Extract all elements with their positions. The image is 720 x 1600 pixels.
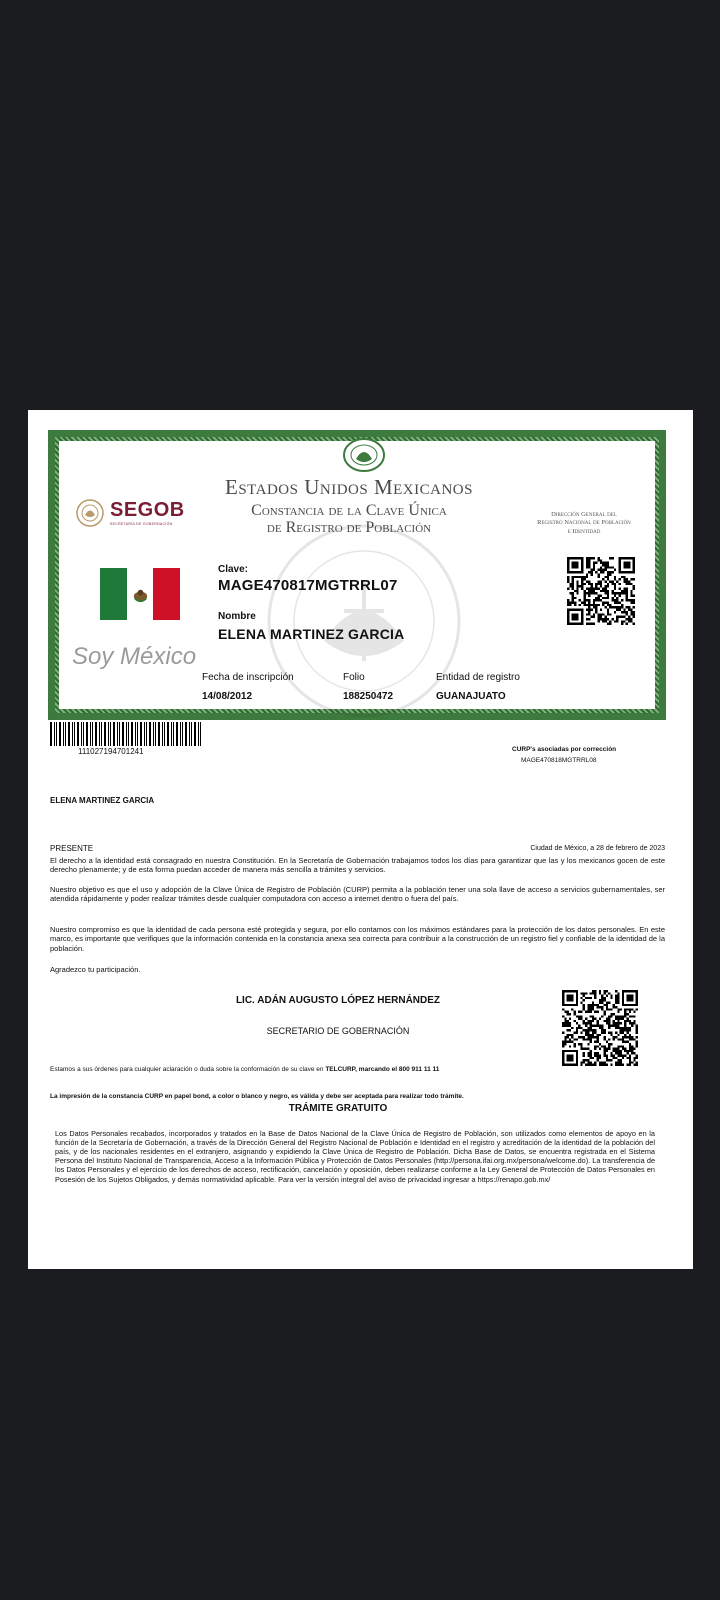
thanks: Agradezco tu participación. (50, 965, 141, 974)
dgr-line-1: Dirección General del (551, 511, 617, 518)
title-line-1: Estados Unidos Mexicanos (225, 475, 473, 499)
segob-wordmark: SEGOB (110, 499, 185, 521)
clave-value: MAGE470817MGTRRL07 (218, 577, 398, 594)
paragraph-3: Nuestro compromiso es que la identidad de cada persona esté protegida y segura, por ello contamos con los máximos estándares para la protección de los datos personales. En este marco, es importante que verifiques que la información contenida en la constancia anexa sea correcta para contribuir a la construcción de un registro fiel y confiable de la identidad de la población. (50, 925, 665, 953)
curp-associated-label: CURP's asociadas por corrección (512, 746, 617, 753)
entidad-value: GUANAJUATO (436, 691, 506, 702)
tramite-gratuito: TRÁMITE GRATUITO (288, 1103, 388, 1114)
contact-line (50, 1066, 665, 1074)
card-qr-code-icon (567, 557, 635, 625)
nombre-value: ELENA MARTINEZ GARCIA (218, 626, 405, 642)
entidad-label: Entidad de registro (436, 672, 520, 683)
letter-qr-code-icon (562, 990, 638, 1066)
curp-document (28, 410, 693, 1269)
contact-phone: TELCURP, marcando el 800 911 11 11 (325, 1066, 440, 1073)
segob-subtitle: SECRETARÍA DE GOBERNACIÓN (110, 522, 173, 526)
folio-label: Folio (343, 672, 365, 683)
privacy-notice: Los Datos Personales recabados, incorporados y tratados en la Base de Datos Nacional de la Clave Única de Registro de Población, son utilizados como elementos de apoyo en la función de la Secretaría de Gobernación, a través de la Dirección General del Registro Nacional de Población e Identidad en el registro y acreditación de la identidad de la población del país, y de los nacionales residentes en el extranjero, asignando y expidiendo la Clave Única de Registro de Población. Dicha Base de Datos, se encuentra registrada en el Sistema Persona del Instituto Nacional de Transparencia, Acceso a la Información Pública y Protección de Datos Personales (http://persona.ifai.org.mx/persona/welcome.do). La transferencia de los Datos Personales y el ejercicio de los derechos de acceso, rectificación, cancelación y oposición, deben realizarse conforme a la Ley General de Protección de Datos Personales en Posesión de los Sujetos Obligados, y demás normatividad aplicable. Para ver la versión integral del aviso de privacidad ingresar a https://renapo.gob.mx/ (55, 1129, 655, 1184)
paragraph-2: Nuestro objetivo es que el uso y adopción de la Clave Única de Registro de Población (CURP) permita a la población tener una sola llave de acceso a servicios gubernamentales, ser atendida rápidamente y poder realizar trámites desde cualquier computadora con acceso a internet dentro o fuera del país. (50, 885, 665, 904)
segob-logo (76, 499, 185, 527)
validity-note: La impresión de la constancia CURP en papel bond, a color o blanco y negro, es válida y debe ser aceptada para realizar todo trámite. (50, 1093, 464, 1100)
place-date: Ciudad de México, a 28 de febrero de 2023 (530, 845, 665, 852)
signer-title: SECRETARIO DE GOBERNACIÓN (266, 1026, 410, 1036)
fecha-label: Fecha de inscripción (202, 672, 294, 683)
dgr-heading (519, 511, 649, 536)
signer-name: LIC. ADÁN AUGUSTO LÓPEZ HERNÁNDEZ (235, 995, 441, 1006)
recipient-name: ELENA MARTINEZ GARCIA (50, 796, 155, 805)
title-line-3: de Registro de Población (266, 519, 432, 536)
card-inner (59, 441, 655, 709)
clave-label: Clave: (218, 564, 249, 575)
dgr-line-2: Registro Nacional de Población (537, 519, 631, 527)
curp-card (48, 430, 666, 720)
card-title (179, 475, 519, 537)
presente: PRESENTE (50, 844, 94, 853)
fecha-value: 14/08/2012 (202, 691, 253, 702)
contact-text: Estamos a sus órdenes para cualquier aclaración o duda sobre la conformación de su clave en (50, 1066, 326, 1073)
mexico-flag-icon (100, 568, 180, 620)
barcode-number: 111027194701241 (78, 747, 144, 756)
paragraph-1: El derecho a la identidad está consagrado en nuestra Constitución. En la Secretaría de Gobernación trabajamos todos los días para garantizar que las y los mexicanos gocen de este derecho plenamente; y de esta forma puedan acceder de manera más sencilla a trámites y servicios. (50, 856, 665, 875)
segob-seal-icon (76, 499, 104, 527)
soy-mexico-slogan: Soy México (72, 643, 197, 670)
nombre-label: Nombre (218, 611, 256, 622)
title-line-2: Constancia de la Clave Única (251, 502, 447, 519)
dgr-line-3: e Identidad (567, 527, 601, 535)
curp-associated-value: MAGE470818MGTRRL08 (521, 757, 597, 764)
national-seal-icon (342, 437, 386, 473)
barcode-icon (50, 722, 204, 746)
folio-value: 188250472 (343, 691, 394, 702)
